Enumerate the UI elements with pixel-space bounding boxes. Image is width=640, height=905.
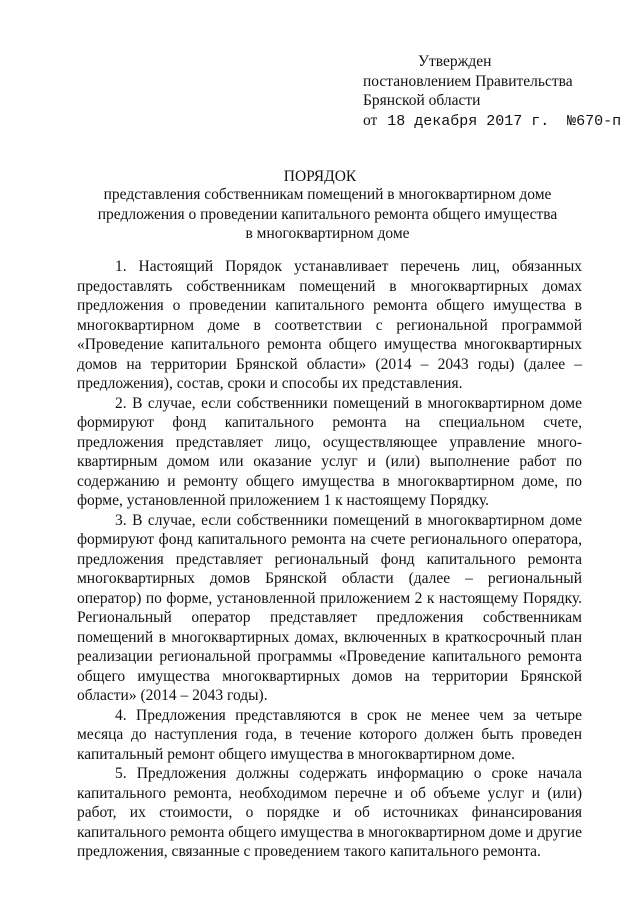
- document-body: [77, 257, 582, 862]
- paragraph-2: 2. В случае, если собственники помещений в многоквартирном доме формируют фонд капитального ремонта на специальном счете, предложения представляет лицо, осуществляющее управление много-квартирным домом или оказание услуг и (или) выполнение работ по содержанию и ремонту общего имущества в многоквартирном доме, по форме, установленной приложением 1 к настоящему Порядку.: [77, 394, 582, 509]
- approval-block: [363, 52, 621, 131]
- approval-line-region: Брянской области: [363, 92, 481, 109]
- approval-date-prefix: от: [363, 111, 378, 129]
- paragraph-5: 5. Предложения должны содержать информацию о сроке начала капитального ремонта, необходимом перечне и об объеме услуг и (или) работ, их стоимости, о порядке и об источниках финансирования капитального ремонта общего имущества в многоквартирном доме и другие предложения, связанные с проведением такого капитального ремонта.: [77, 765, 582, 860]
- approval-line-resolution: постановлением Правительства: [363, 72, 573, 90]
- document-title: ПОРЯДОК: [283, 168, 357, 185]
- document-subtitle: представления собственникам помещений в многоквартирном доме предложения о проведении капитального ремонта общего имущества в многоквартирном доме: [97, 186, 558, 242]
- paragraph-4: 4. Предложения представляются в срок не менее чем за четыре месяца до наступления года, в течение которого должен быть проведен капитальный ремонт общего имущества в многоквартирном доме.: [77, 706, 582, 763]
- approval-date: 18 декабря 2017 г.: [387, 112, 550, 130]
- paragraph-3: 3. В случае, если собственники помещений в многоквартирном доме формируют фонд капитального ремонта на счете регионального оператора, предложения представляет региональный фонд капитального ремонта многоквартирных домов Брянской области (далее – региональный оператор) по форме, установленной приложением 2 к настоящему Порядку. Региональный оператор представляет предложения собственникам помещений в многоквартирных домах, включенных в краткосрочный план реализации региональной программы «Проведение капитального ремонта общего имущества многоквартирных домов на территории Брянской области» (2014 – 2043 годы).: [77, 511, 582, 704]
- paragraph-1: 1. Настоящий Порядок устанавливает перечень лиц, обязанных предоставлять собственникам помещений в многоквартирных домах предложения о проведении капитального ремонта общего имущества в многоквартирном доме в соответствии с региональной программой «Проведение капитального ремонта общего имущества многоквартирных домов на территории Брянской области» (2014 – 2043 годы) (далее – предложения), состав, сроки и способы их представления.: [77, 258, 582, 392]
- approval-number: №670-п: [567, 112, 622, 130]
- approval-line-date: [363, 111, 621, 132]
- approval-line-approved: Утвержден: [418, 53, 492, 70]
